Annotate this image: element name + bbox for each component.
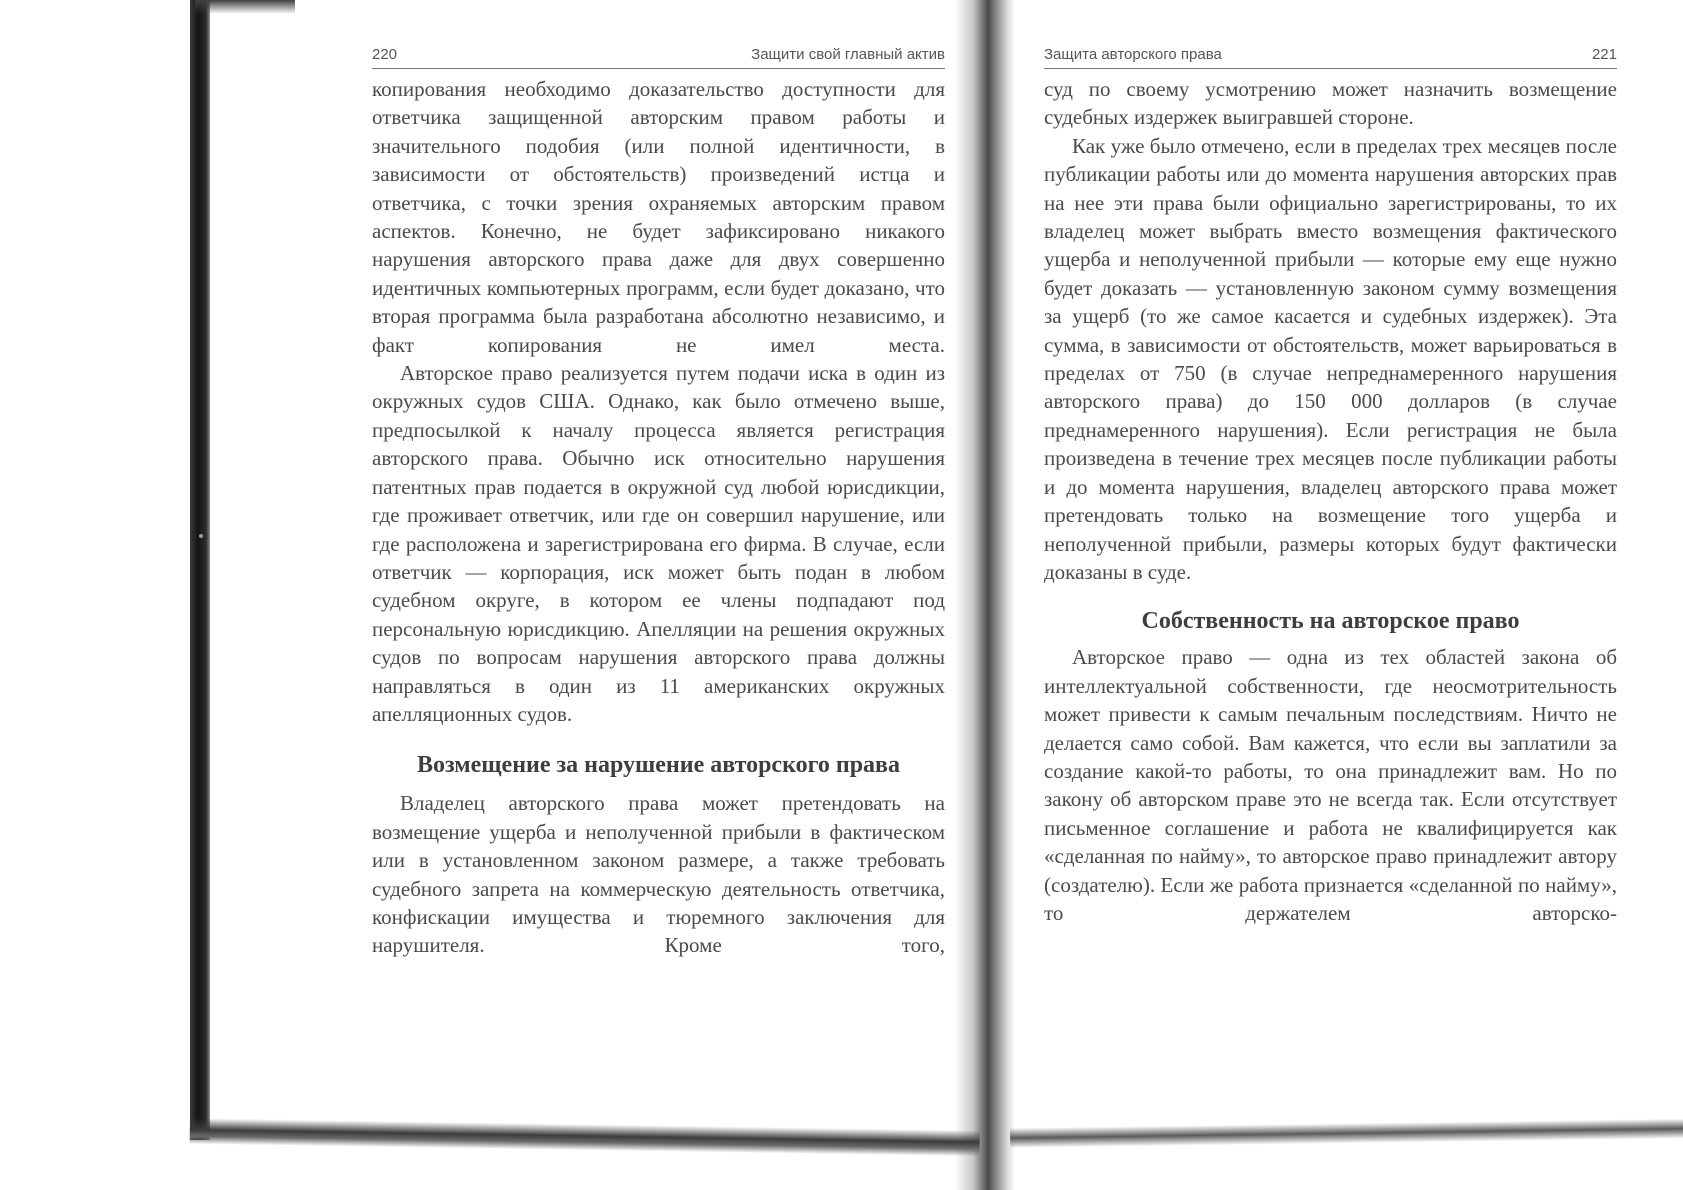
left-section-paragraph: Владелец авторского права может претендовать на возмещение ущерба и неполученной прибыли в фактическом или в установленном законом размере, а также требовать судебного запрета на коммерческую деятельность ответчика, конфискации имущества и тюремного заключения для нарушителя. Кроме того, — [372, 791, 945, 958]
right-running-title: Защита авторского права — [1044, 46, 1222, 63]
right-page — [1044, 46, 1617, 927]
right-section-paragraph: Авторское право — одна из тех областей закона об интеллектуальной собственности, где неосмотрительность может привести к самым печальным последствиям. Ничто не делается само собой. Вам кажется, что если вы заплатили за создание какой-то работы, то она принадлежит вам. Но по закону об авторском праве это не всегда так. Если отсутствует письменное соглашение и работа не квалифицируется как «сделанная по найму», то авторское право принадлежит автору (создателю). Если же работа признается «сделанной по найму», то держателем авторско- — [1044, 645, 1617, 925]
left-paragraph-1: копирования необходимо доказательство доступности для ответчика защищенной авторским правом работы и значительного подобия (или полной идентичности, в зависимости от обстоятельств) произведений истца и ответчика, с точки зрения охраняемых авторским правом аспектов. Конечно, не будет зафиксировано никакого нарушения авторского права даже для двух совершенно идентичных компьютерных программ, если будет доказано, что вторая программа была разработана абсолютно независимо, и факт копирования не имел места. — [372, 77, 945, 357]
book-edge-top-shadow — [195, 0, 295, 14]
right-page-bottom-shadow — [1010, 1119, 1683, 1148]
book-gutter-shadow — [955, 0, 1015, 1190]
right-paragraph-1: суд по своему усмотрению может назначить возмещение судебных издержек выигравшей стороне. — [1044, 77, 1617, 130]
scan-speck — [199, 534, 203, 538]
left-running-head — [372, 46, 945, 69]
left-section-title: Возмещение за нарушение авторского права — [416, 752, 901, 779]
left-page-number: 220 — [372, 46, 398, 63]
right-running-head — [1044, 46, 1617, 69]
book-edge-shadow — [190, 0, 210, 1140]
right-section-title: Собственность на авторское право — [1141, 608, 1520, 635]
right-page-number: 221 — [1591, 46, 1617, 63]
left-page-bottom-shadow — [190, 1118, 980, 1156]
left-running-title: Защити свой главный актив — [751, 46, 945, 63]
right-paragraph-2: Как уже было отмечено, если в пределах трех месяцев после публикации работы или до момента нарушения авторских прав на нее эти права были официально зарегистрированы, то их владелец может выбрать вместо возмещения фактического ущерба и неполученной прибыли — которые ему еще нужно будет доказать — установленную законом сумму возмещения за ущерб (то же самое касается и судебных издержек). Эта сумма, в зависимости от обстоятельств, может варьироваться в пределах от 750 (в случае непреднамеренного нарушения авторского права) до 150 000 долларов (в случае преднамеренного нарушения). Если регистрация не была произведена в течение трех месяцев после публикации работы и до момента нарушения, владелец авторского права может претендовать только на возмещение того ущерба и неполученной прибыли, размеры которых будут фактически доказаны в суде. — [1044, 133, 1617, 584]
left-paragraph-2: Авторское право реализуется путем подачи иска в один из окружных судов США. Однако, как было отмечено выше, предпосылкой к началу процесса является регистрация авторского права. Обычно иск относительно нарушения патентных прав подается в окружной суд любой юрисдикции, где проживает ответчик, или где он совершил нарушение, или где расположена и зарегистрирована его фирма. В случае, если ответчик — корпорация, иск может быть подан в любом судебном округе, в котором ее члены подпадают под персональную юрисдикцию. Апелляции на решения окружных судов по вопросам нарушения авторского права должны направляться в один из 11 американских окружных апелляционных судов. — [372, 361, 945, 726]
left-page — [372, 46, 945, 960]
